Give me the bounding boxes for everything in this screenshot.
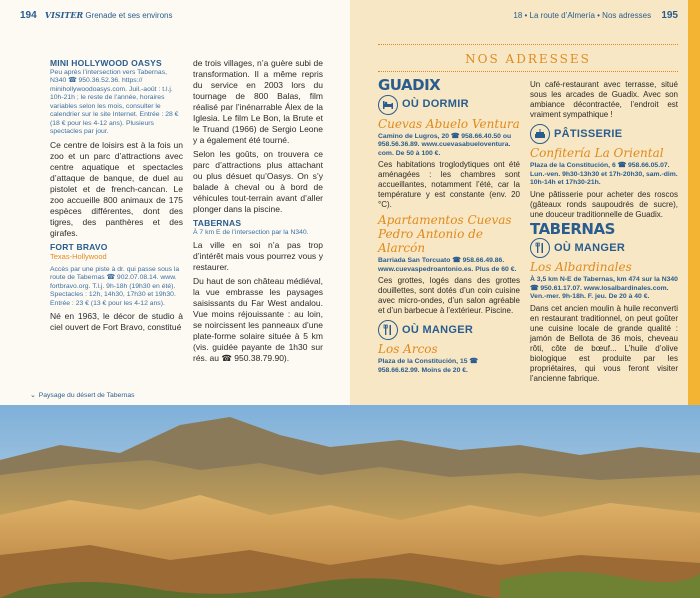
para-mini-hollywood: Ce centre de loisirs est à la fois un zoo et un parc d’attractions avec centre aquatique et spectacles d’attaque de banque, de duel au pistolet et de french-cancan. Le zoo accueille 800 animaux de 175 espèces différentes, dont des tigres, des panthères et des girafes.: [50, 139, 183, 238]
right-chapter-title: 18 • La route d’Almería • Nos adresses: [513, 11, 652, 20]
left-running-head: [20, 10, 173, 21]
section-ou-dormir: [378, 95, 520, 115]
photo-caption: ⌄ Paysage du désert de Tabernas: [30, 392, 135, 399]
left-column-2: [193, 58, 323, 367]
desc-apartamentos: Ces grottes, logés dans des grottes douillettes, sont dotés d’un coin cuisine avec micro-ondes, d’un salon agréable et d’un barbecue à l’extérieur. Piscine.: [378, 276, 520, 315]
para-tabernas-2: Du haut de son château médiéval, la vue embrasse les paysages saisissants du Far West andalou. Vue moins réjouissante : au loin, se noircissent les panneaux d’une plate-forme solaire située à 5 km (vis. guidée payante de 1h30 sur rés. au ☎ 950.38.79.90).: [193, 276, 323, 363]
section-label-patisserie: PÂTISSERIE: [554, 127, 623, 140]
section-patisserie: [530, 124, 678, 144]
para-tabernas-1: La ville en soi n’a pas trop d’intérêt mais vous pourrez vous y restaurer.: [193, 240, 323, 272]
heading-mini-hollywood: MINI HOLLYWOOD OASYS: [50, 58, 162, 68]
addr-los-albardinales: À 3,5 km N-E de Tabernas, km 474 sur la N340 ☎ 950.61.17.07. www.losalbardinales.com. Ven.-mer. 9h-18h. F. jeu. De 20 à 40 €.: [530, 276, 678, 300]
chevron-down-icon: ⌄: [30, 392, 36, 399]
right-running-head: [478, 10, 678, 21]
addr-apartamentos: Barriada San Torcuato ☎ 958.66.49.86. www.cuevaspedroantonio.es. Plus de 60 €.: [378, 257, 517, 273]
heading-tabernas: TABERNAS: [193, 218, 242, 228]
venue-apartamentos: Apartamentos Cuevas Pedro Antonio de Alarcón: [378, 213, 512, 255]
desc-los-arcos: Un café-restaurant avec terrasse, situé sous les arcades de Guadix. Avec son ambiance décontractée, l’endroit est vraiment sympathique !: [530, 80, 678, 119]
heading-fort-bravo: FORT BRAVO: [50, 241, 108, 252]
venue-los-arcos: Los Arcos: [378, 342, 438, 356]
desc-los-albardinales: Dans cet ancien moulin à huile reconverti en restaurant traditionnel, on peut goûter une cuisine locale de grande qualité : jamón de Bellota de 36 mois, cheveau rôti, côte de bœuf... L’huile d’olive biologique est produite par les propriétaires, qui vous feront visiter l’ancienne fabrique.: [530, 303, 678, 383]
right-column-1: [378, 76, 520, 377]
fork-knife-icon: [530, 238, 550, 258]
region-tabernas: TABERNAS: [530, 219, 615, 238]
para-parc: Selon les goûts, on trouvera ce parc d’attractions plus attachant ou plus désuet qu’Oasys. On s’y balade à cheval ou à bord de véhicules tout-terrain avant d’aller plonger dans la piscine.: [193, 149, 323, 214]
info-mini-hollywood: Peu après l’intersection vers Tabernas, N340 ☎ 950.36.52.36. https:// minihollywoodoasys.com. Juil.-août : t.l.j. 10h-21h ; le reste de l’année, horaires variables selon les mois, consulter le calendrier sur le site Internet. Entrée : 28 € (18 € pour les 4-12 ans). Plusieurs spectacles par jour.: [50, 68, 179, 135]
addr-confiteria: Plaza de la Constitución, 6 ☎ 958.66.05.07. Lun.-ven. 9h30-13h30 et 17h-20h30, sam.-dim. 10h-14h et 17h30-21h.: [530, 162, 678, 186]
banner-title: NOS ADRESSES: [465, 52, 591, 66]
left-column-1: [50, 58, 183, 336]
section-label-ou-manger: OÙ MANGER: [402, 323, 474, 336]
addr-cuevas-abuelo: Camino de Lugros, 20 ☎ 958.66.40.50 ou 958.56.36.89. www.cuevasabueloventura. com. De 50 à 100 €.: [378, 132, 512, 157]
desc-confiteria: Une pâtisserie pour acheter des roscos (gâteaux ronds saupoudrés de sucre), une douceur traditionnelle de Guadix.: [530, 189, 678, 219]
subheading-texas-hollywood: Texas-Hollywood: [50, 252, 107, 261]
yellow-edge-strip: [688, 0, 700, 405]
section-label-ou-dormir: OÙ DORMIR: [402, 98, 469, 111]
venue-los-albardinales: Los Albardinales: [530, 260, 632, 274]
left-section-name: VISITER: [44, 10, 84, 20]
right-column-2: [530, 80, 678, 387]
left-section-subtitle: Grenade et ses environs: [85, 11, 173, 20]
nos-adresses-banner: [378, 44, 678, 72]
section-label-ou-manger-2: OÙ MANGER: [554, 241, 626, 254]
para-fort-bravo: Né en 1963, le décor de studio à ciel ouvert de Fort Bravo, constitué: [50, 311, 183, 332]
section-ou-manger-2: [530, 238, 678, 258]
desert-landscape-photo: [0, 405, 700, 598]
bed-icon: [378, 95, 398, 115]
region-guadix: GUADIX: [378, 76, 441, 94]
right-page-number: 195: [661, 10, 678, 21]
fork-knife-icon: [378, 320, 398, 340]
addr-los-arcos: Plaza de la Constitución, 15 ☎ 958.66.62.99. Moins de 20 €.: [378, 358, 478, 374]
section-ou-manger: [378, 320, 520, 340]
desc-cuevas-abuelo: Ces habitations troglodytiques ont été aménagées : les chambres sont accueillantes, notamment l’été, car la température y est constante (env. 20 °C).: [378, 160, 520, 209]
venue-confiteria: Confitería La Oriental: [530, 146, 664, 160]
info-fort-bravo: Accès par une piste à dr. qui passe sous la route de Tabernas ☎ 902.07.08.14. www. fortbravo.org. T.l.j. 9h-18h (19h30 en été). Spectacles : 12h, 14h30, 17h30 et 19h30. Entrée : 23 € (13 € pour les 4-12 ans).: [50, 265, 180, 307]
info-tabernas: À 7 km E de l’intersection par la N340.: [193, 228, 309, 236]
para-fort-bravo-cont: de trois villages, n’a guère subi de transformation. Il a même repris du service en 2003 lors du tournage de 800 Balas, film réalisé par l’inénarrable Álex de la Iglesia. Le film Le Bon, la Brute et le Truand (1966) de Sergio Leone y a également été tourné.: [193, 58, 323, 145]
venue-cuevas-abuelo: Cuevas Abuelo Ventura: [378, 116, 520, 131]
cake-icon: [530, 124, 550, 144]
left-page-number: 194: [20, 10, 37, 21]
